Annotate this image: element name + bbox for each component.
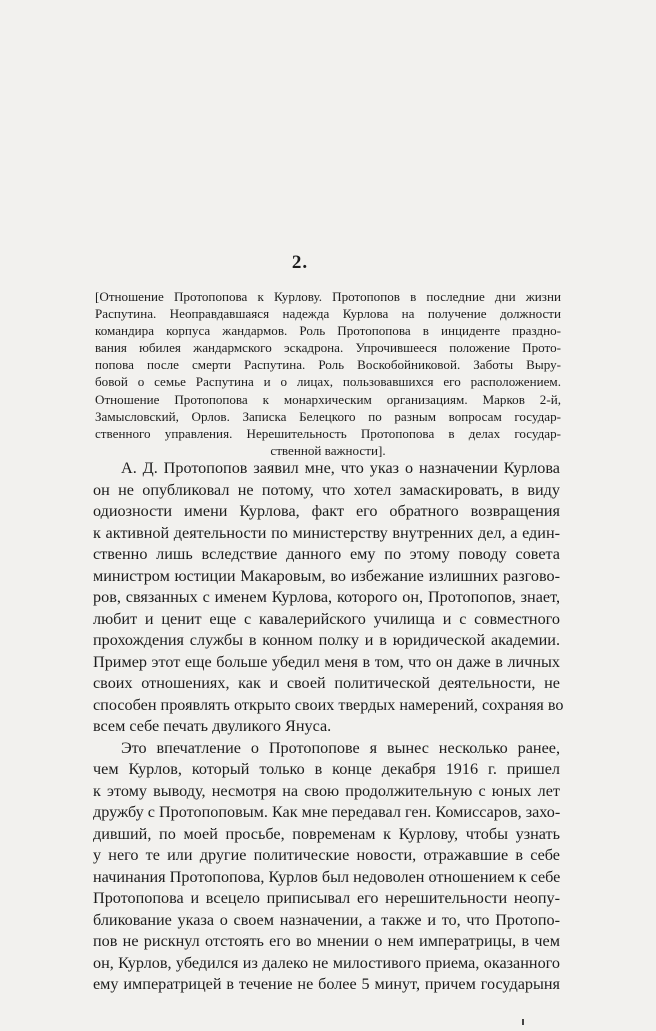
body-line: он, Курлов, убедился из далеко не милостивого приема, оказанного bbox=[93, 953, 560, 972]
body-line: А. Д. Протопопов заявил мне, что указ о назначении Курлова bbox=[121, 459, 560, 477]
body-line: к этому выводу, несмотря на свою продолжительную с юных лет bbox=[93, 781, 560, 800]
summary-line: попова после смерти Распутина. Роль Воскобойниковой. Заботы Выру- bbox=[95, 357, 561, 373]
body-line: дружбу с Протопоповым. Как мне передавал ген. Комиссаров, захо- bbox=[93, 803, 561, 821]
body-line: министром юстиции Макаровым, во избежание излишних разгово- bbox=[93, 566, 560, 585]
body-line: Пример этот еще больше убедил меня в том, что он даже в личных bbox=[93, 652, 560, 671]
summary-line: ственной важности]. bbox=[270, 442, 386, 458]
body-line: бликование указа о своем назначении, а также и то, что Протопо- bbox=[93, 910, 560, 929]
summary-line: Замысловский, Орлов. Записка Белецкого по разным вопросам государ- bbox=[95, 408, 561, 424]
body-line: у него те или другие политические новости, отражавшие в себе bbox=[93, 846, 560, 864]
body-line: он не опубликовал не потому, что хотел замаскировать, в виду bbox=[93, 480, 560, 499]
summary-line: [Отношение Протопопова к Курлову. Протопопов в последние дни жизни bbox=[95, 289, 561, 304]
summary-line: вания юбилея жандармского эскадрона. Упрочившееся положение Прото- bbox=[95, 340, 561, 356]
section-summary bbox=[95, 288, 561, 459]
summary-line: Отношение Протопопова к монархическим организациям. Марков 2-й, bbox=[95, 391, 561, 407]
body-line: Это впечатление о Протопопове я вынес несколько ранее, bbox=[121, 738, 560, 757]
summary-line: бовой о семье Распутина и о лицах, пользовавшихся его расположением. bbox=[95, 374, 561, 390]
body-line: любит и ценит еще с кавалерийского училища и с совместного bbox=[93, 609, 560, 628]
section-number: 2. bbox=[291, 252, 309, 273]
body-line: ров, связанных с именем Курлова, которого он, Протопопов, знает, bbox=[93, 588, 560, 606]
body-line: всем себе печать двуликого Януса. bbox=[93, 717, 332, 735]
body-line: ему императрицей в течение не более 5 минут, причем государыня bbox=[93, 975, 560, 993]
body-line: одиозности имени Курлова, факт его обратного возвращения bbox=[93, 502, 560, 520]
summary-line: ственного управления. Нерешительность Протопопова в делах государ- bbox=[95, 425, 561, 441]
body-line: дивший, по моей просьбе, повременам к Курлову, чтобы узнать bbox=[93, 824, 560, 843]
body-line: пов не рискнул отстоять его во мнении о нем императрицы, в чем bbox=[93, 932, 560, 950]
body-line: начинания Протопопова, Курлов был недоволен отношением к себе bbox=[93, 867, 561, 886]
body-line: своих отношениях, как и своей политической деятельности, не bbox=[93, 674, 560, 692]
body-line: чем Курлов, который только в конце декабря 1916 г. пришел bbox=[93, 760, 560, 778]
body-line: Протопопова и всецело приписывал его нерешительности неопу- bbox=[93, 889, 560, 907]
body-line: ственно лишь вследствие данного ему по этому поводу совета bbox=[93, 545, 560, 563]
body-line: прохождения службы в конном полку и в юридической академии. bbox=[93, 631, 560, 649]
body-text bbox=[93, 458, 564, 996]
body-line: способен проявлять открыто своих твердых намерений, сохраняя во bbox=[93, 695, 564, 714]
summary-line: Распутина. Неоправдавшаяся надежда Курлова на получение должности bbox=[95, 306, 561, 322]
body-line: к активной деятельности по министерству внутренних дел, а един- bbox=[93, 523, 560, 542]
page-edge-mark bbox=[522, 1019, 524, 1025]
summary-line: командира корпуса жандармов. Роль Протопопова в инциденте праздно- bbox=[95, 323, 561, 339]
